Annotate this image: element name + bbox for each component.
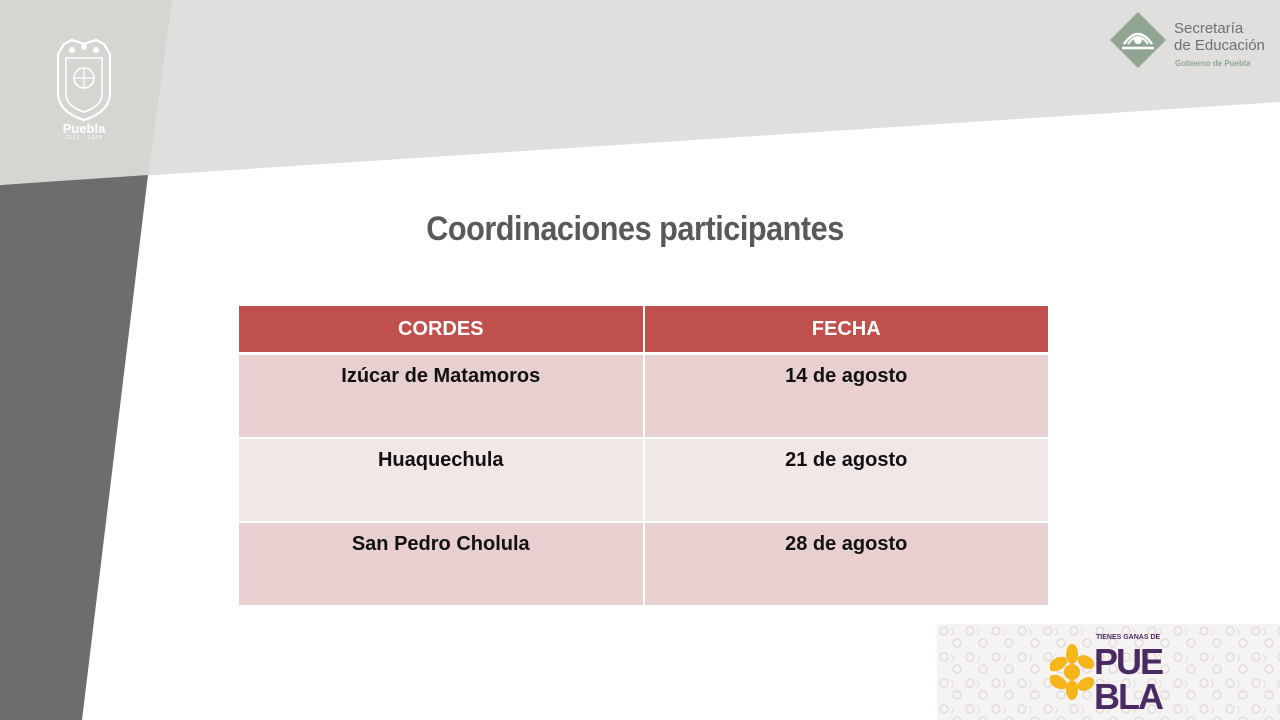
table-cell-cordes: Izúcar de Matamoros — [239, 354, 644, 438]
table-cell-fecha: 21 de agosto — [644, 438, 1049, 522]
table-row — [239, 438, 1048, 522]
table-cell-cordes: Huaquechula — [239, 438, 644, 522]
sep-logo-icon — [1108, 10, 1168, 70]
brand-word-bottom: BLA — [1094, 676, 1162, 712]
table-row — [239, 522, 1048, 606]
page-title: Coordinaciones participantes — [426, 210, 844, 248]
table-cell-cordes: San Pedro Cholula — [239, 522, 644, 606]
state-logo-years: 2019 - 2024 — [65, 135, 103, 141]
coordinaciones-table — [239, 306, 1048, 607]
tienes-ganas-de-puebla-logo — [1050, 630, 1175, 712]
table-cell-fecha: 14 de agosto — [644, 354, 1049, 438]
table-cell-fecha: 28 de agosto — [644, 522, 1049, 606]
column-header-cordes: CORDES — [239, 306, 644, 354]
column-header-fecha: FECHA — [644, 306, 1049, 354]
sep-title-line1: Secretaría — [1174, 20, 1244, 37]
state-logo-label: Puebla — [62, 121, 106, 136]
table-header-row — [239, 306, 1048, 354]
table-row — [239, 354, 1048, 438]
brand-word-top: PUE — [1094, 641, 1163, 682]
sep-subtitle: Gobierno de Puebla — [1175, 59, 1251, 68]
sep-title-line2: de Educación — [1174, 37, 1265, 54]
brand-tagline: TIENES GANAS DE — [1096, 634, 1161, 641]
